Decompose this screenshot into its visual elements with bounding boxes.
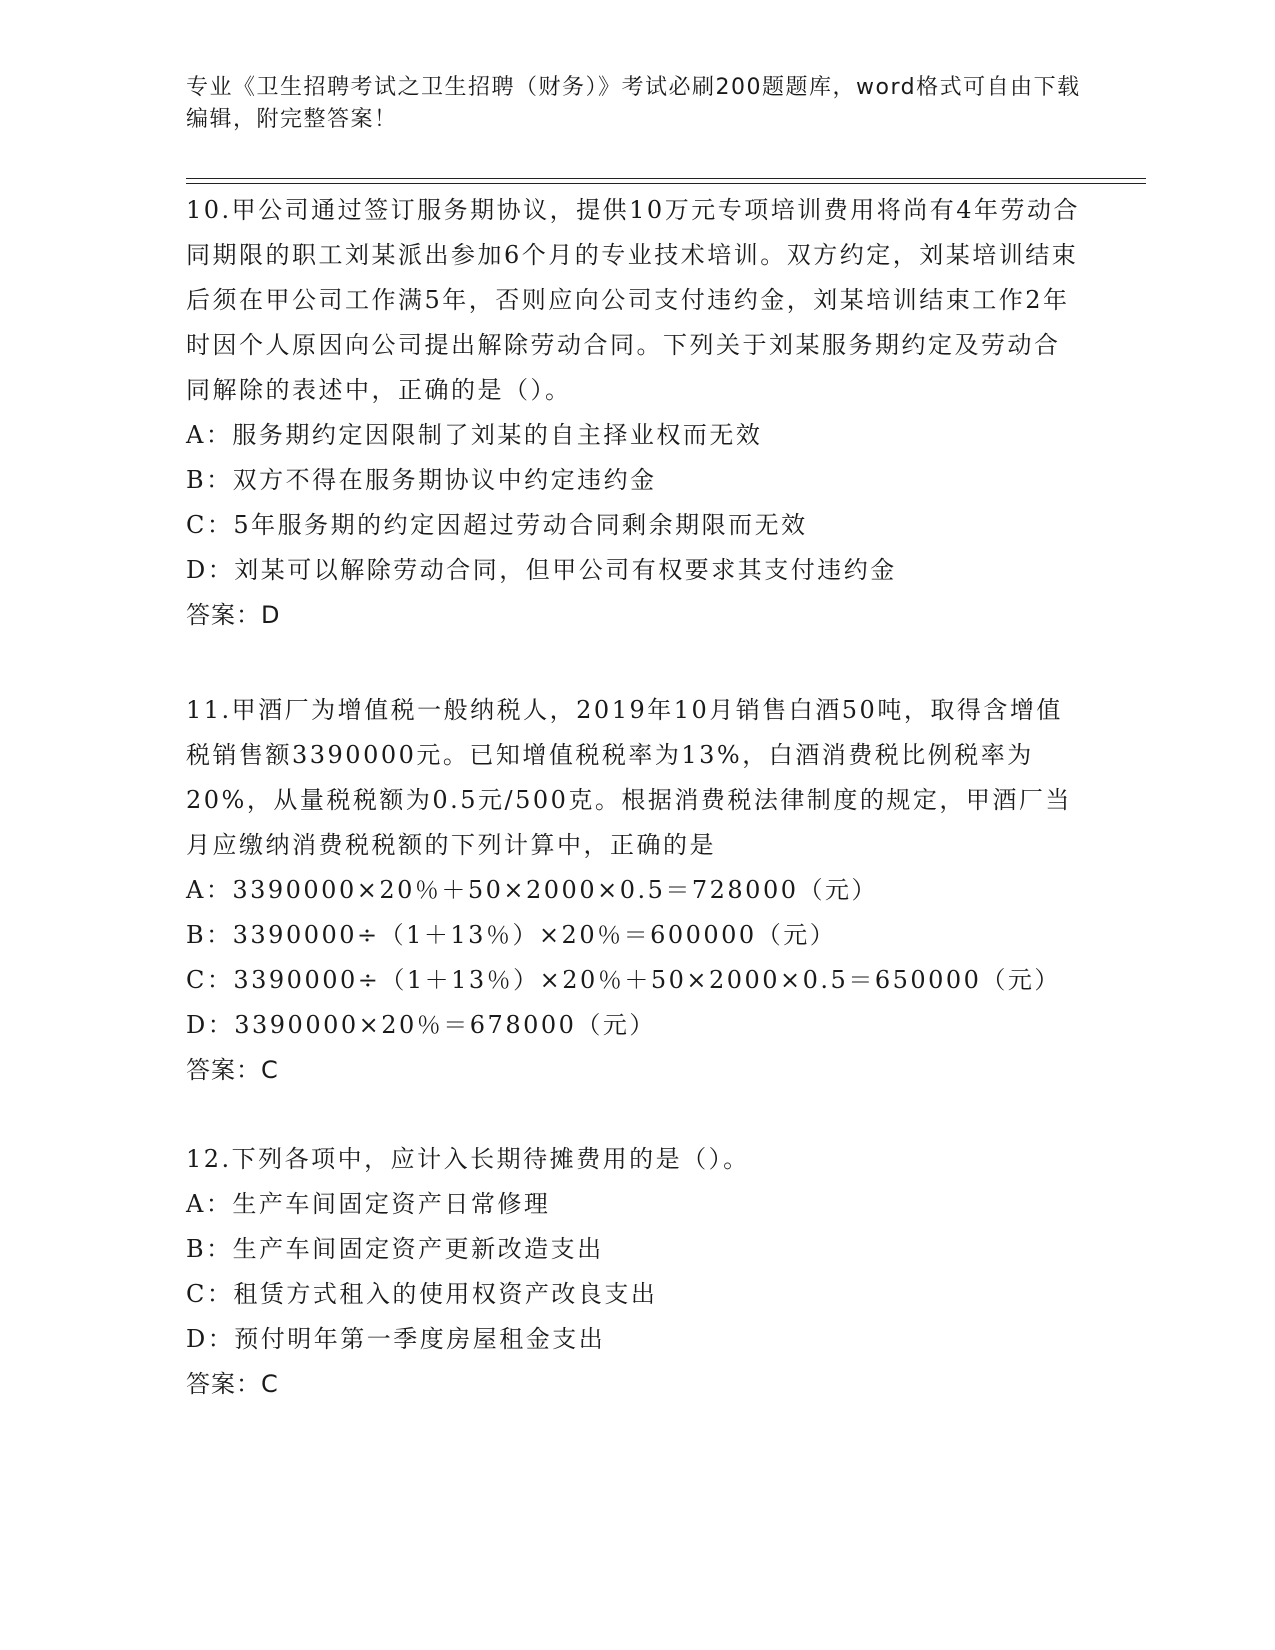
question-stem: 10.甲公司通过签订服务期协议，提供10万元专项培训费用将尚有4年劳动合同期限的职工刘某派出参加6个月的专业技术培训。双方约定，刘某培训结束后须在甲公司工作满5年，否则应向公司支付违约金，刘某培训结束工作2年时因个人原因向公司提出解除劳动合同。下列关于刘某服务期约定及劳动合同解除的表述中，正确的是（）。 (186, 196, 1080, 404)
option-b: B：生产车间固定资产更新改造支出 (186, 1235, 604, 1263)
question-stem: 12.下列各项中，应计入长期待摊费用的是（）。 (186, 1145, 750, 1173)
option-d: D：刘某可以解除劳动合同，但甲公司有权要求其支付违约金 (186, 556, 897, 584)
question-stem: 11.甲酒厂为增值税一般纳税人，2019年10月销售白酒50吨，取得含增值税销售额3390000元。已知增值税税率为13%，白酒消费税比例税率为20%，从量税税额为0.5元/500克。根据消费税法律制度的规定，甲酒厂当月应缴纳消费税税额的下列计算中，正确的是 (186, 696, 1072, 859)
header-divider-bottom (186, 183, 1146, 184)
option-d: D：3390000×20％＝678000（元） (186, 1011, 656, 1039)
question-10 (186, 188, 1086, 638)
option-b: B：3390000÷（1＋13％）×20％＝600000（元） (186, 921, 837, 949)
option-a: A：生产车间固定资产日常修理 (186, 1190, 551, 1218)
answer: 答案：C (186, 1056, 279, 1084)
option-a: A：3390000×20％＋50×2000×0.5＝728000（元） (186, 876, 878, 904)
question-12 (186, 1137, 1086, 1407)
header-title: 专业《卫生招聘考试之卫生招聘（财务）》考试必刷200题题库，word格式可自由下载编辑，附完整答案！ (186, 75, 1081, 132)
option-c: C：5年服务期的约定因超过劳动合同剩余期限而无效 (186, 511, 808, 539)
option-c: C：租赁方式租入的使用权资产改良支出 (186, 1280, 658, 1308)
document-header (186, 72, 1086, 136)
option-c: C：3390000÷（1＋13％）×20％＋50×2000×0.5＝650000（元） (186, 966, 1061, 994)
option-a: A：服务期约定因限制了刘某的自主择业权而无效 (186, 421, 763, 449)
header-divider-top (186, 178, 1146, 179)
option-b: B：双方不得在服务期协议中约定违约金 (186, 466, 657, 494)
answer: 答案：C (186, 1370, 279, 1398)
answer: 答案：D (186, 601, 281, 629)
option-d: D：预付明年第一季度房屋租金支出 (186, 1325, 606, 1353)
question-11 (186, 688, 1086, 1093)
